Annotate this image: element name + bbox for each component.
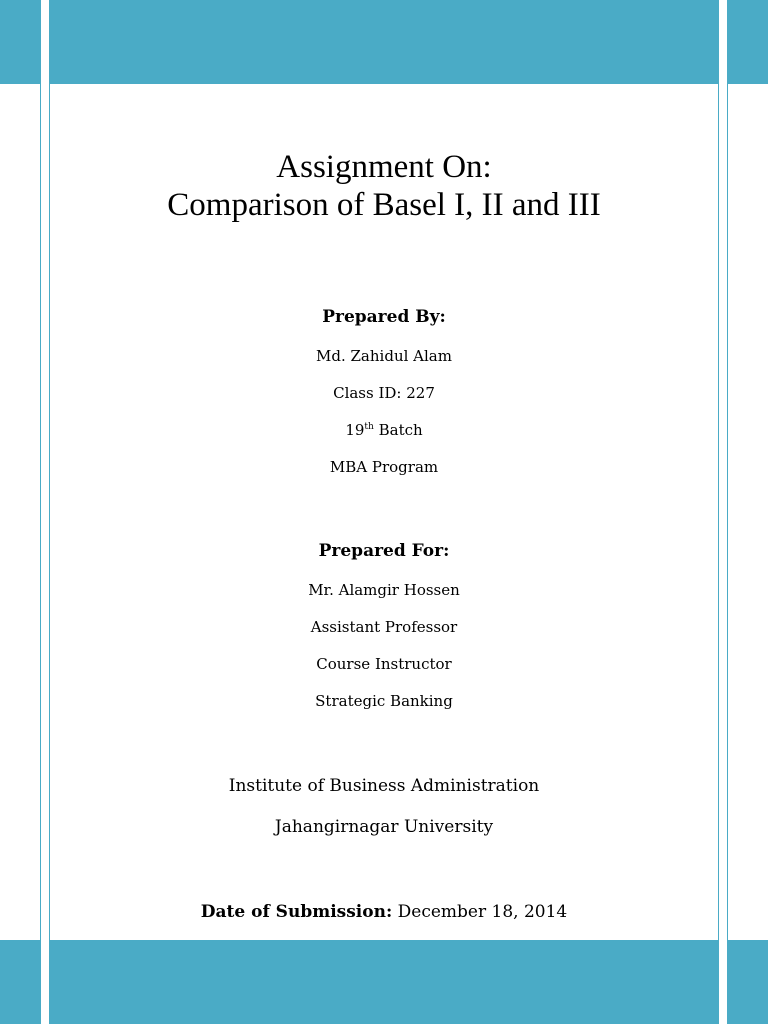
top-right-band: [728, 0, 768, 84]
recipient-role: Course Instructor: [316, 655, 452, 673]
bottom-right-band: [728, 940, 768, 1024]
title-line-1: Assignment On:: [276, 149, 492, 185]
top-left-band: [0, 0, 40, 84]
prepared-by-section: [50, 0, 718, 1024]
submission-date: [50, 901, 718, 923]
university-name: Jahangirnagar University: [274, 817, 494, 837]
institute-name: Institute of Business Administration: [228, 776, 540, 796]
bottom-left-band: [0, 940, 40, 1024]
title-line-2: Comparison of Basel I, II and III: [167, 187, 601, 223]
course-name: Strategic Banking: [315, 692, 453, 710]
batch: [50, 420, 718, 440]
batch-suffix: th: [364, 422, 374, 432]
batch-text: Batch: [373, 421, 423, 439]
submission-label: Date of Submission:: [200, 902, 393, 922]
author-name: Md. Zahidul Alam: [316, 347, 452, 365]
program: MBA Program: [329, 458, 439, 476]
left-outer-rule: [40, 0, 41, 1024]
prepared-for-heading: Prepared For:: [318, 541, 450, 561]
batch-number: 19: [345, 421, 365, 439]
right-inner-rule: [718, 0, 719, 1024]
prepared-by-heading: Prepared By:: [322, 307, 446, 327]
recipient-title: Assistant Professor: [310, 618, 458, 636]
class-id: Class ID: 227: [333, 384, 435, 402]
recipient-name: Mr. Alamgir Hossen: [308, 581, 460, 599]
right-outer-rule: [727, 0, 728, 1024]
submission-value: December 18, 2014: [392, 902, 568, 922]
